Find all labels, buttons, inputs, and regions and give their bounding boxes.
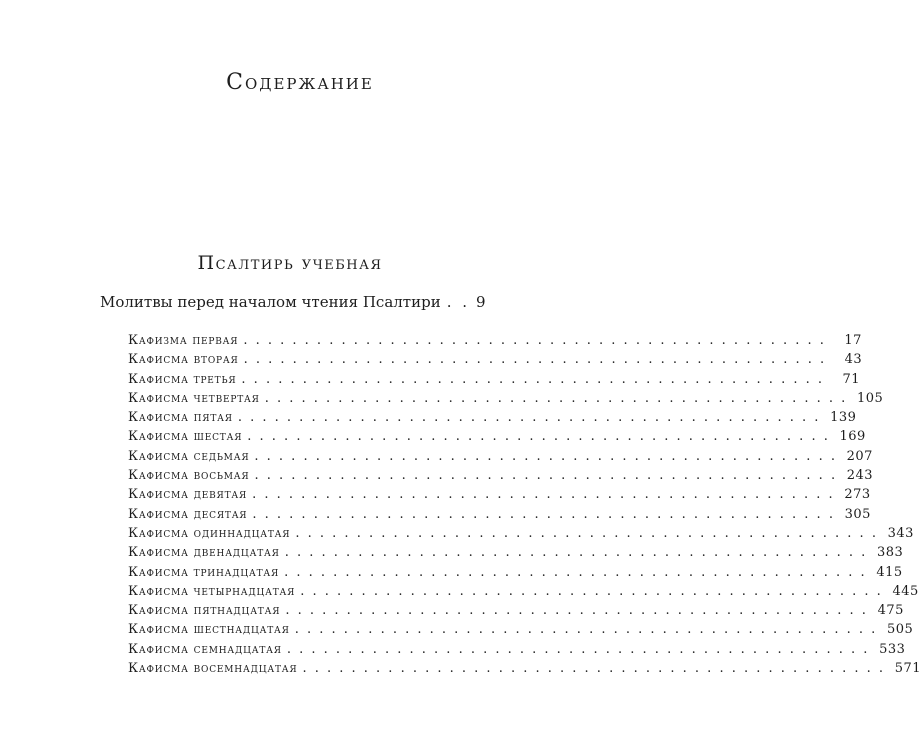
toc-page-number: 9 xyxy=(476,293,486,311)
toc-leader xyxy=(284,565,867,580)
toc-page-number: 43 xyxy=(844,352,863,368)
toc-page-number: 571 xyxy=(894,661,921,677)
toc-entry[interactable] xyxy=(128,448,873,468)
toc-entry[interactable] xyxy=(128,564,903,584)
toc-entry-label: Молитвы перед началом чтения Псалтири xyxy=(100,293,441,311)
toc-entry[interactable] xyxy=(128,525,914,545)
toc-leader xyxy=(252,507,835,522)
toc-entry[interactable] xyxy=(128,371,860,391)
toc-leader xyxy=(252,487,835,502)
toc-leader xyxy=(302,661,885,676)
toc-entry-label: Кафизма первая xyxy=(128,333,239,348)
toc-page-number: 445 xyxy=(892,583,919,599)
toc-entry[interactable] xyxy=(128,622,914,641)
toc-entry[interactable] xyxy=(128,410,857,429)
toc-page-number: 273 xyxy=(844,487,871,503)
toc-leader xyxy=(295,526,878,541)
kathisma-list xyxy=(128,333,921,680)
toc-entry[interactable] xyxy=(128,506,871,526)
toc-entry-label: Кафисма пятая xyxy=(128,410,233,426)
toc-page-number: 305 xyxy=(844,506,871,522)
toc-entry-label: Кафисма восьмая xyxy=(128,468,250,484)
toc-page-number: 343 xyxy=(887,525,914,541)
page-title: Содержание xyxy=(226,70,374,95)
toc-leader xyxy=(241,372,824,387)
toc-entry-prayers[interactable] xyxy=(100,293,486,311)
toc-entry-label: Кафисма одиннадцатая xyxy=(128,525,291,541)
toc-entry[interactable] xyxy=(128,661,921,680)
toc-entry-label: Кафисма десятая xyxy=(128,506,248,522)
toc-page-number: 475 xyxy=(877,603,904,619)
toc-entry-label: Кафисма седьмая xyxy=(128,448,250,464)
toc-entry-label: Кафисма пятнадцатая xyxy=(128,603,281,619)
toc-page-number: 533 xyxy=(879,641,906,657)
toc-leader xyxy=(247,429,830,444)
toc-page-number: 17 xyxy=(844,333,862,348)
toc-leader xyxy=(287,642,870,657)
toc-entry-label: Кафисма четвертая xyxy=(128,390,260,406)
toc-leader xyxy=(265,391,848,406)
toc-page-number: 505 xyxy=(886,622,914,638)
toc-leader xyxy=(285,545,868,560)
toc-page-number: 71 xyxy=(842,371,860,387)
toc-entry[interactable] xyxy=(128,468,874,487)
toc-page-number: 169 xyxy=(839,429,866,445)
section-heading: Псалтирь учебная xyxy=(197,252,383,274)
toc-entry[interactable] xyxy=(128,352,863,371)
toc-leader: . . xyxy=(446,293,470,311)
toc-entry[interactable] xyxy=(128,545,904,564)
toc-page-number: 383 xyxy=(876,545,904,561)
toc-leader xyxy=(255,468,838,483)
toc-leader xyxy=(243,333,826,348)
toc-leader xyxy=(300,584,883,599)
toc-page-number: 105 xyxy=(856,390,884,406)
toc-leader xyxy=(254,449,837,464)
toc-entry-label: Кафисма третья xyxy=(128,371,237,387)
toc-entry[interactable] xyxy=(128,429,866,448)
toc-entry[interactable] xyxy=(128,641,906,661)
toc-page-number: 415 xyxy=(876,564,903,580)
toc-entry-label: Кафисма тринадцатая xyxy=(128,564,280,580)
toc-leader xyxy=(244,352,827,367)
toc-page-number: 207 xyxy=(846,448,873,464)
toc-entry-label: Кафисма семнадцатая xyxy=(128,641,282,657)
toc-entry-label: Кафисма вторая xyxy=(128,352,239,368)
toc-leader xyxy=(285,603,868,618)
toc-entry-label: Кафисма четырнадцатая xyxy=(128,583,296,599)
toc-entry-label: Кафисма шестнадцатая xyxy=(128,622,290,638)
toc-entry[interactable] xyxy=(128,390,884,410)
toc-entry[interactable] xyxy=(128,333,862,352)
toc-leader xyxy=(295,622,878,637)
toc-entry-label: Кафисма девятая xyxy=(128,487,248,503)
toc-leader xyxy=(238,410,821,425)
toc-entry[interactable] xyxy=(128,487,871,506)
toc-entry[interactable] xyxy=(128,583,919,603)
toc-entry-label: Кафисма шестая xyxy=(128,429,243,445)
toc-page-number: 139 xyxy=(830,410,857,426)
toc-entry[interactable] xyxy=(128,603,904,622)
toc-entry-label: Кафисма восемнадцатая xyxy=(128,661,298,677)
toc-entry-label: Кафисма двенадцатая xyxy=(128,545,280,561)
toc-page-number: 243 xyxy=(846,468,874,484)
